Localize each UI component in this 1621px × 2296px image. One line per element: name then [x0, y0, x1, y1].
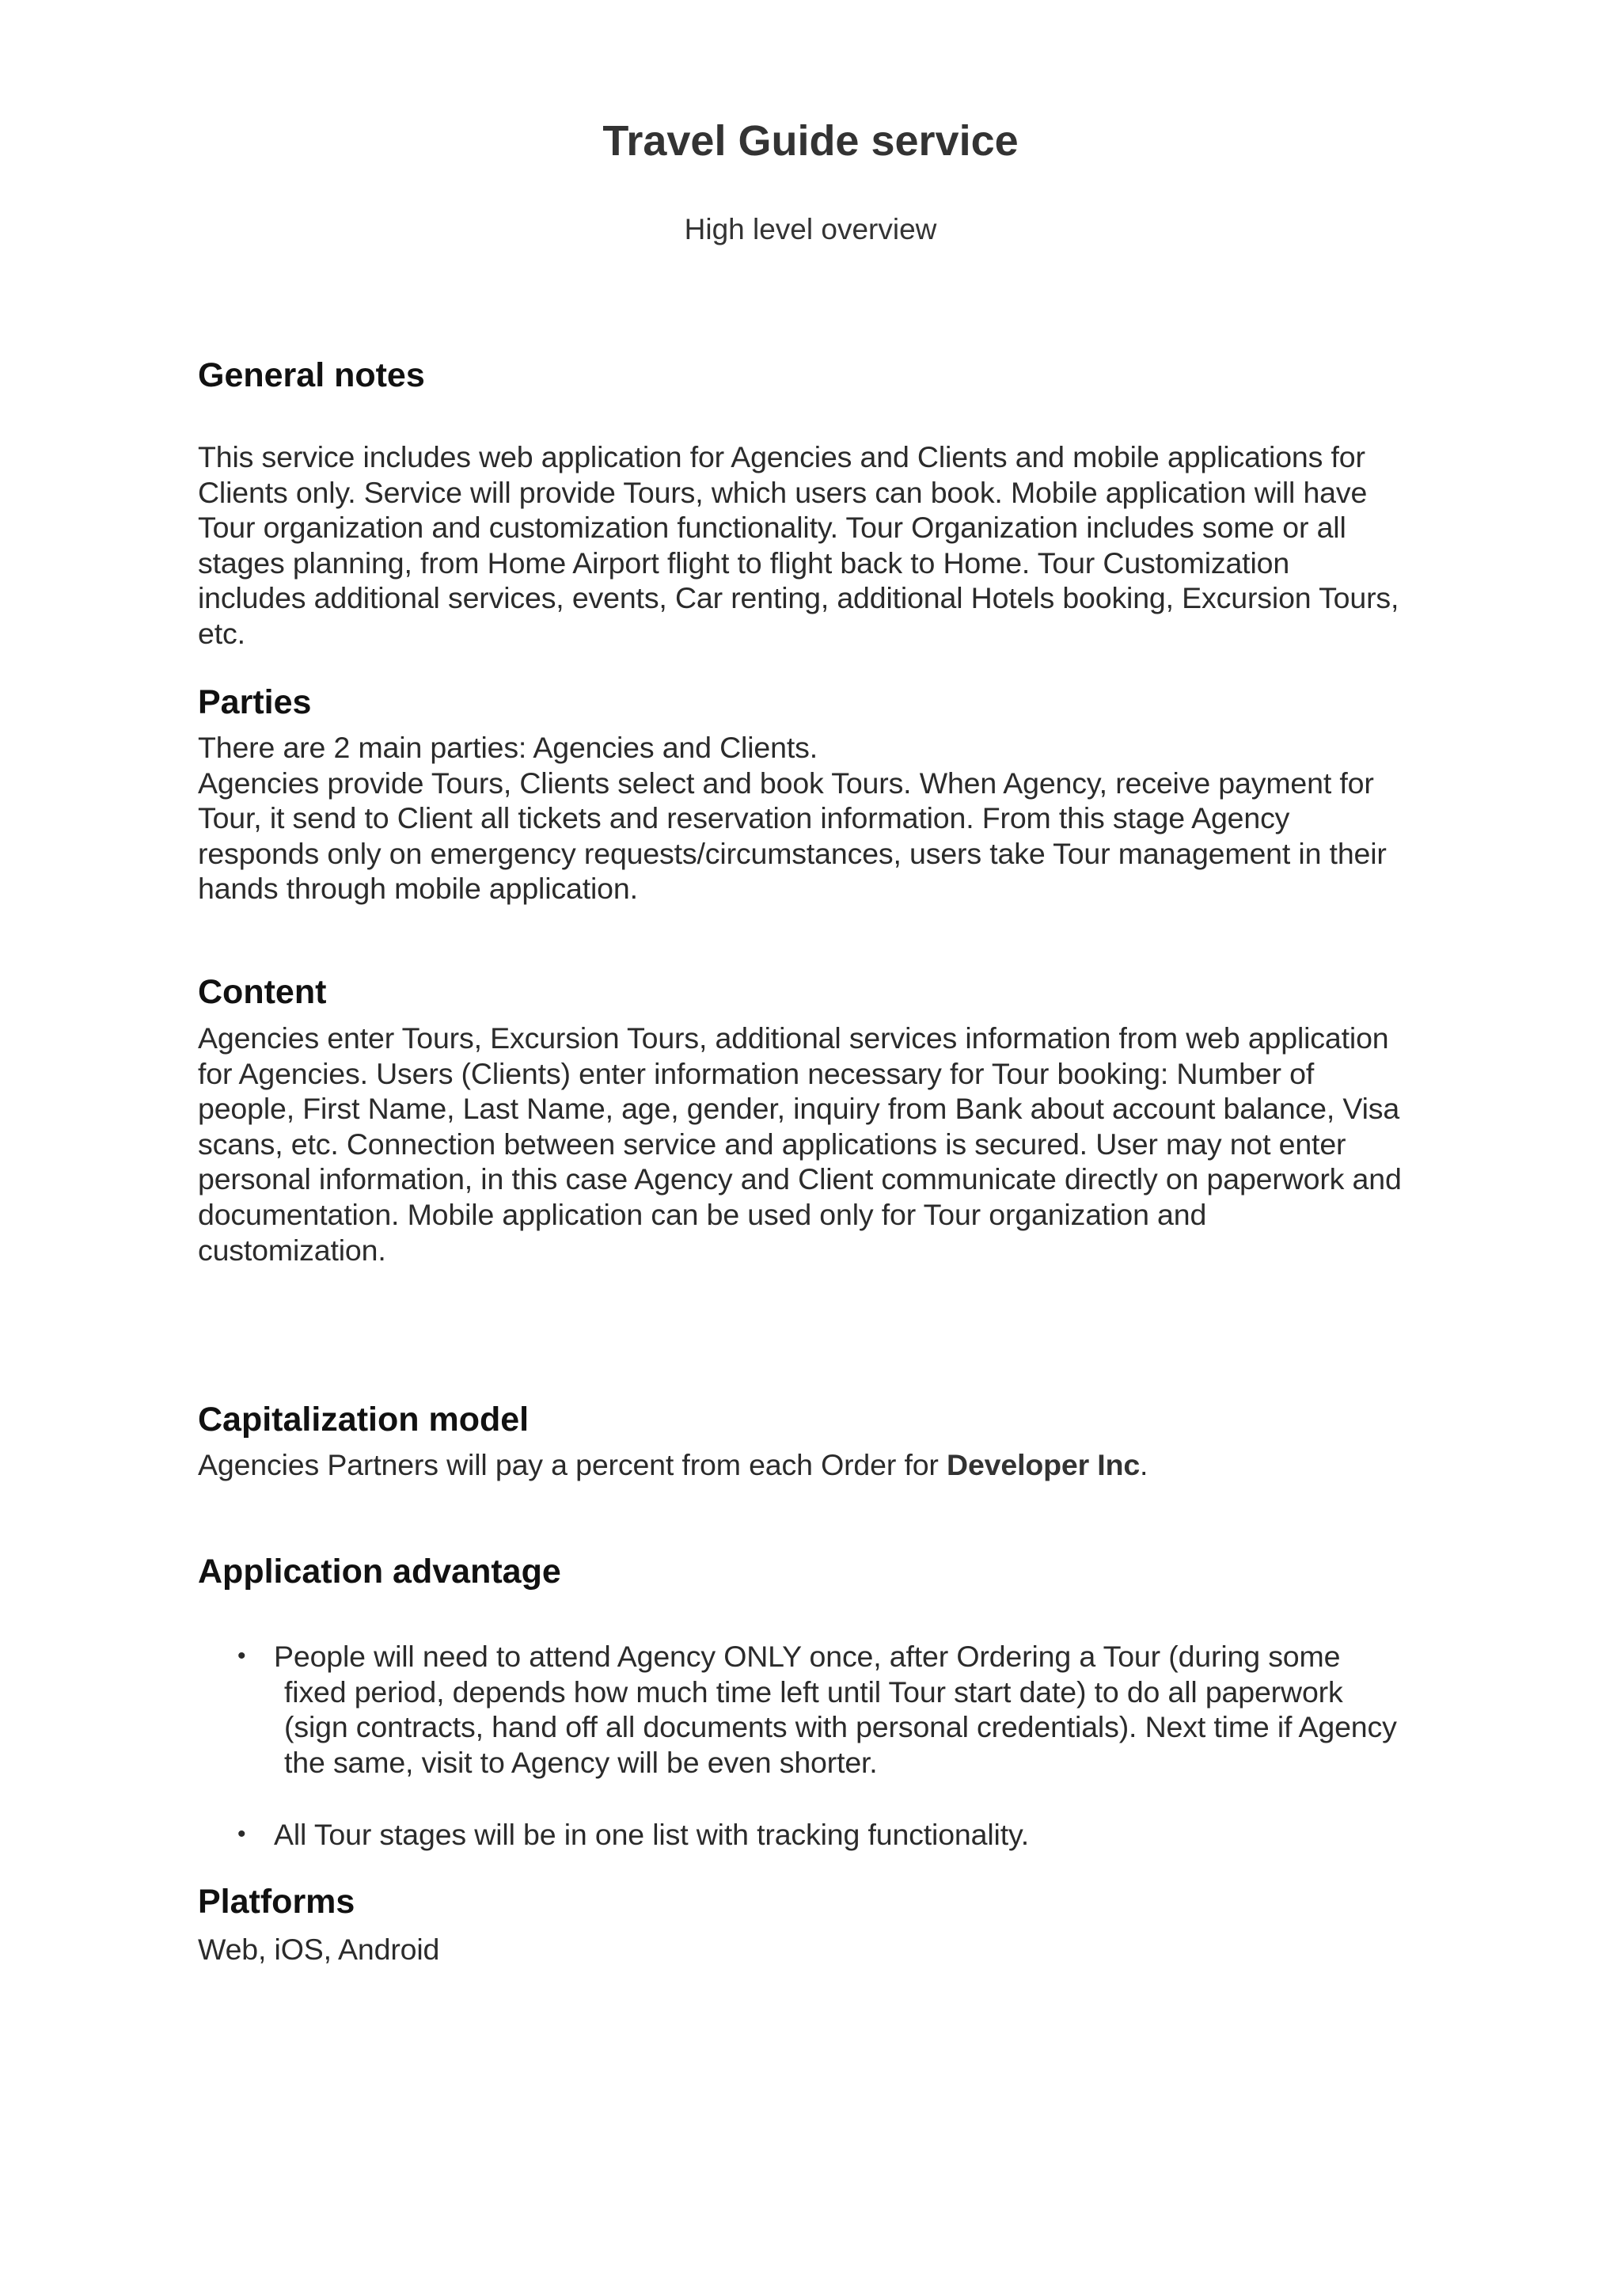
paragraph-line: customization.	[198, 1233, 386, 1267]
capitalization-text: Agencies Partners will pay a percent from each Order for	[198, 1448, 947, 1481]
section-heading-application-advantage: Application advantage	[198, 1553, 561, 1591]
bullet-text	[237, 1639, 1472, 1780]
capitalization-period: .	[1140, 1448, 1148, 1481]
paragraph-line: etc.	[198, 616, 245, 650]
paragraph-line: responds only on emergency requests/circumstances, users take Tour management in their	[198, 836, 1387, 870]
paragraph-line: hands through mobile application.	[198, 872, 638, 906]
paragraph-line: Clients only. Service will provide Tours, which users can book. Mobile application will have	[198, 475, 1368, 509]
bullet-line: the same, visit to Agency will be even shorter.	[284, 1745, 878, 1779]
document-subtitle: High level overview	[684, 213, 937, 245]
paragraph-line: Agencies provide Tours, Clients select and book Tours. When Agency, receive payment for	[198, 766, 1374, 800]
bullet-icon: •	[237, 1821, 246, 1847]
paragraph-line: personal information, in this case Agency and Client communicate directly on paperwork and	[198, 1162, 1402, 1196]
platforms-paragraph	[198, 1932, 1464, 1967]
advantage-bullet-item	[237, 1639, 1472, 1780]
bullet-line: People will need to attend Agency ONLY once, after Ordering a Tour (during some	[274, 1640, 1341, 1673]
paragraph-line: scans, etc. Connection between service and applications is secured. User may not enter	[198, 1127, 1346, 1161]
paragraph-line: stages planning, from Home Airport flight to flight back to Home. Tour Customization	[198, 545, 1290, 580]
paragraph-line: This service includes web application for Agencies and Clients and mobile applications for	[198, 440, 1365, 473]
platforms-text: Web, iOS, Android	[198, 1933, 440, 1966]
capitalization-paragraph	[198, 1447, 1464, 1483]
paragraph-line: There are 2 main parties: Agencies and Clients.	[198, 731, 818, 764]
section-heading-platforms: Platforms	[198, 1883, 355, 1921]
section-heading-content: Content	[198, 973, 327, 1011]
paragraph-line: Tour, it send to Client all tickets and reservation information. From this stage Agency	[198, 801, 1290, 835]
section-heading-general-notes: General notes	[198, 356, 425, 394]
section-heading-capitalization-model: Capitalization model	[198, 1401, 530, 1439]
section-heading-parties: Parties	[198, 683, 312, 721]
paragraph-line: Agencies enter Tours, Excursion Tours, additional services information from web application	[198, 1021, 1389, 1055]
advantage-bullet-item	[237, 1817, 1472, 1853]
paragraph-line	[198, 1447, 1464, 1483]
bullet-icon: •	[237, 1643, 246, 1669]
bullet-line: (sign contracts, hand off all documents with personal credentials). Next time if Agency	[284, 1710, 1397, 1744]
company-name: Developer Inc	[947, 1448, 1141, 1481]
document-title: Travel Guide service	[602, 117, 1019, 165]
bullet-text	[237, 1817, 1472, 1853]
paragraph-line: for Agencies. Users (Clients) enter information necessary for Tour booking: Number of	[198, 1056, 1315, 1090]
paragraph-line: includes additional services, events, Car renting, additional Hotels booking, Excursion Tours,	[198, 581, 1399, 615]
general-notes-paragraph	[198, 439, 1464, 652]
paragraph-line: Tour organization and customization functionality. Tour Organization includes some or all	[198, 511, 1346, 545]
bullet-line: fixed period, depends how much time left until Tour start date) to do all paperwork	[284, 1674, 1343, 1709]
parties-paragraph	[198, 730, 1464, 907]
paragraph-line: documentation. Mobile application can be used only for Tour organization and	[198, 1197, 1207, 1231]
content-paragraph	[198, 1021, 1464, 1268]
bullet-line: All Tour stages will be in one list with tracking functionality.	[274, 1818, 1030, 1851]
paragraph-line: people, First Name, Last Name, age, gender, inquiry from Bank about account balance, Visa	[198, 1092, 1400, 1126]
